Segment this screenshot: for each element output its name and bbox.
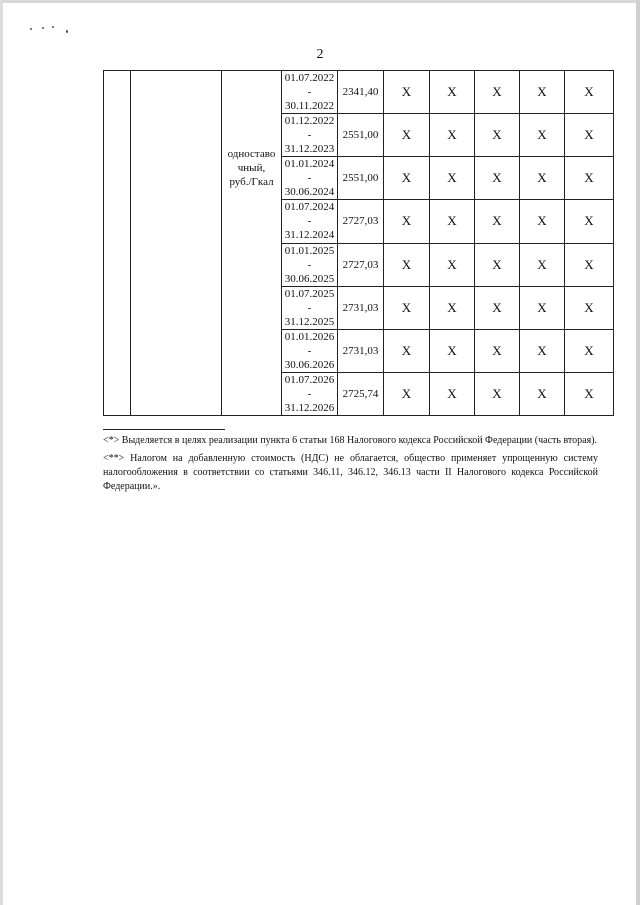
x-mark-cell: X	[565, 71, 614, 114]
period-cell	[282, 243, 338, 286]
tariff-value-cell: 2727,03	[338, 200, 384, 243]
x-mark-cell: X	[430, 243, 475, 286]
x-mark-cell: X	[430, 372, 475, 415]
x-mark-cell: X	[430, 157, 475, 200]
period-from: 01.07.2024	[284, 201, 335, 214]
x-mark-cell: X	[475, 329, 520, 372]
x-mark-cell: X	[430, 71, 475, 114]
x-mark-cell: X	[430, 200, 475, 243]
period-from: 01.12.2022	[284, 115, 335, 128]
period-sep: -	[307, 172, 312, 185]
x-mark-cell: X	[565, 243, 614, 286]
x-mark-cell: X	[475, 200, 520, 243]
period-from: 01.01.2024	[284, 158, 335, 171]
table-row	[104, 71, 614, 114]
period-sep: -	[307, 301, 312, 314]
period-cell	[282, 114, 338, 157]
x-mark-cell: X	[384, 329, 430, 372]
scan-specks	[30, 26, 80, 36]
period-to: 31.12.2023	[284, 143, 335, 156]
x-mark-cell: X	[430, 114, 475, 157]
period-to: 30.06.2026	[284, 358, 335, 371]
period-cell	[282, 329, 338, 372]
x-mark-cell: X	[520, 243, 565, 286]
tariff-table	[103, 70, 614, 416]
period-sep: -	[307, 258, 312, 271]
period-from: 01.07.2025	[284, 287, 335, 300]
footnote-vat-allocation: <*> Выделяется в целях реализации пункта 6 статьи 168 Налогового кодекса Российской Федерации (часть вторая).	[103, 435, 598, 446]
x-mark-cell: X	[475, 71, 520, 114]
tariff-value-cell: 2551,00	[338, 114, 384, 157]
tariff-value-cell: 2727,03	[338, 243, 384, 286]
footnotes	[103, 434, 598, 498]
x-mark-cell: X	[475, 157, 520, 200]
tariff-value-cell: 2725,74	[338, 372, 384, 415]
unit-label-line: чный,	[237, 162, 266, 174]
x-mark-cell: X	[520, 200, 565, 243]
x-mark-cell: X	[565, 286, 614, 329]
period-cell	[282, 372, 338, 415]
x-mark-cell: X	[475, 114, 520, 157]
blank-name-cell	[131, 71, 222, 416]
page-number: 2	[316, 47, 324, 62]
scan-edge-right	[636, 0, 640, 905]
x-mark-cell: X	[565, 372, 614, 415]
x-mark-cell: X	[520, 286, 565, 329]
scan-edge-top	[0, 0, 640, 3]
x-mark-cell: X	[565, 200, 614, 243]
footnote-vat-exempt: <**> Налогом на добавленную стоимость (НДС) не облагается, общество применяет упрощенную систему налогообложения в соответствии со статьями 346.11, 346.12, 346.13 части II Налогового кодекса Российской Федерации.».	[103, 453, 598, 492]
unit-cell	[222, 71, 282, 416]
period-to: 30.11.2022	[284, 100, 335, 113]
x-mark-cell: X	[430, 329, 475, 372]
period-sep: -	[307, 215, 312, 228]
x-mark-cell: X	[565, 114, 614, 157]
x-mark-cell: X	[520, 329, 565, 372]
unit-label-line: одноставо	[227, 148, 276, 160]
period-cell	[282, 200, 338, 243]
tariff-value-cell: 2551,00	[338, 157, 384, 200]
x-mark-cell: X	[565, 157, 614, 200]
x-mark-cell: X	[475, 243, 520, 286]
period-cell	[282, 286, 338, 329]
blank-index-cell	[104, 71, 131, 416]
x-mark-cell: X	[475, 286, 520, 329]
unit-label-line: руб./Гкал	[229, 176, 274, 188]
period-from: 01.07.2022	[284, 72, 335, 85]
x-mark-cell: X	[384, 157, 430, 200]
x-mark-cell: X	[565, 329, 614, 372]
scan-edge-left	[0, 0, 3, 905]
period-cell	[282, 71, 338, 114]
x-mark-cell: X	[384, 286, 430, 329]
x-mark-cell: X	[384, 243, 430, 286]
x-mark-cell: X	[384, 372, 430, 415]
period-from: 01.07.2026	[284, 373, 335, 386]
tariff-value-cell: 2731,03	[338, 286, 384, 329]
period-to: 31.12.2024	[284, 229, 335, 242]
period-to: 31.12.2026	[284, 401, 335, 414]
footnote-divider	[103, 429, 225, 430]
x-mark-cell: X	[475, 372, 520, 415]
period-from: 01.01.2025	[284, 244, 335, 257]
x-mark-cell: X	[520, 157, 565, 200]
x-mark-cell: X	[430, 286, 475, 329]
x-mark-cell: X	[520, 372, 565, 415]
period-to: 30.06.2025	[284, 272, 335, 285]
period-sep: -	[307, 86, 312, 99]
period-from: 01.01.2026	[284, 330, 335, 343]
tariff-value-cell: 2731,03	[338, 329, 384, 372]
period-to: 30.06.2024	[284, 186, 335, 199]
x-mark-cell: X	[384, 114, 430, 157]
tariff-value-cell: 2341,40	[338, 71, 384, 114]
period-sep: -	[307, 387, 312, 400]
x-mark-cell: X	[384, 71, 430, 114]
period-sep: -	[307, 129, 312, 142]
period-to: 31.12.2025	[284, 315, 335, 328]
x-mark-cell: X	[384, 200, 430, 243]
x-mark-cell: X	[520, 71, 565, 114]
period-sep: -	[307, 344, 312, 357]
period-cell	[282, 157, 338, 200]
x-mark-cell: X	[520, 114, 565, 157]
